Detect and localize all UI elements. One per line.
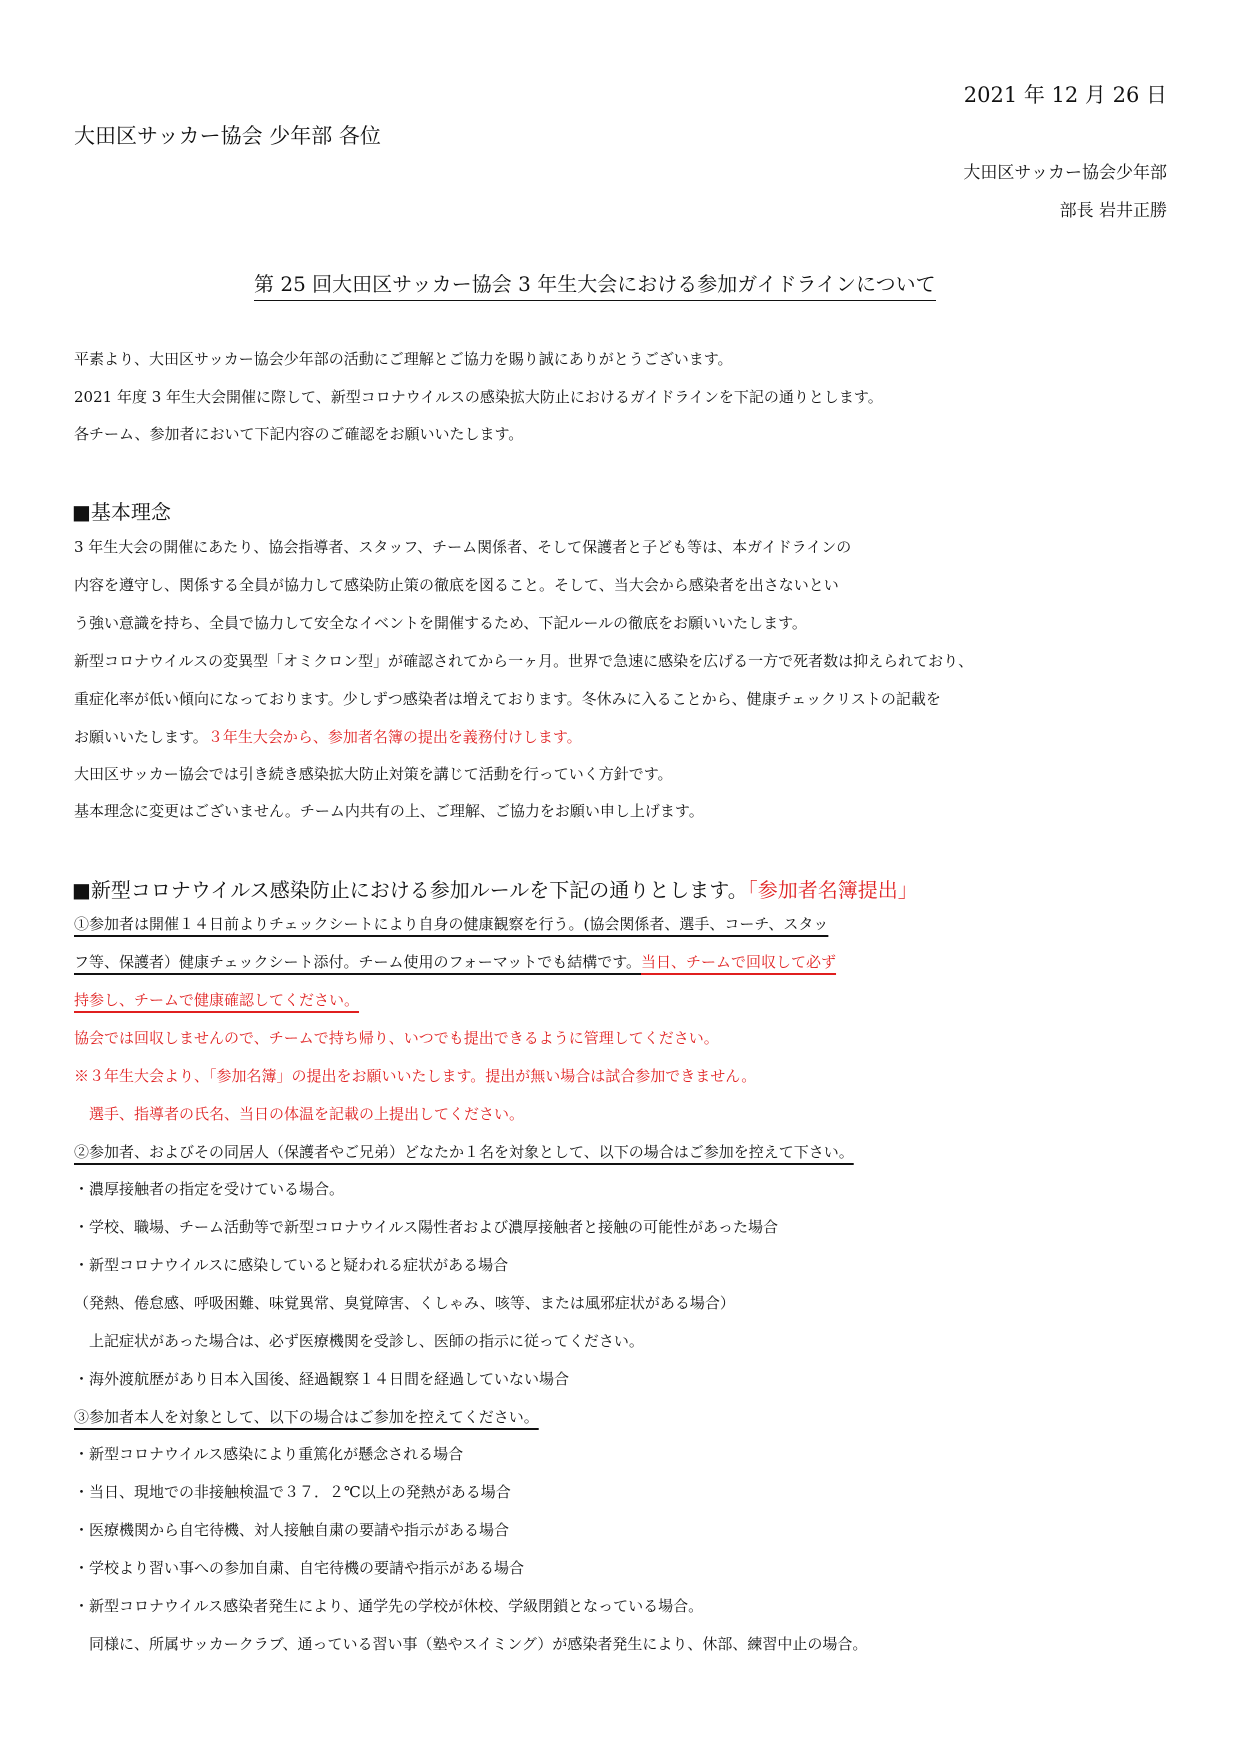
- rule-1-line-mixed: [74, 951, 836, 972]
- rule-1-text: フ等、保護者）健康チェックシート添付。チーム使用のフォーマットでも結構です。: [74, 953, 642, 971]
- addressee: 大田区サッカー協会 少年部 各位: [74, 124, 381, 148]
- rule-3-heading: ③参加者本人を対象として、以下の場合はご参加を控えてください。: [74, 1408, 539, 1426]
- rule-1-line: ①参加者は開催１４日前よりチェックシートにより自身の健康観察を行う。(協会関係者、選手、コーチ、スタッ: [74, 915, 829, 933]
- sender-organization: 大田区サッカー協会少年部: [963, 163, 1167, 183]
- section-heading-principles: ■基本理念: [72, 500, 171, 524]
- rule-3-item: ・当日、現地での非接触検温で３７．２℃以上の発熱がある場合: [74, 1483, 511, 1501]
- rule-3-item: ・医療機関から自宅待機、対人接触自粛の要請や指示がある場合: [74, 1521, 510, 1539]
- rule-2-item: ・学校、職場、チーム活動等で新型コロナウイルス陽性者および濃厚接触者と接触の可能性があった場合: [74, 1218, 778, 1236]
- principles-line: 内容を遵守し、関係する全員が協力して感染防止策の徹底を図ること。そして、当大会から感染者を出さないとい: [74, 576, 839, 594]
- sender-director: 部長 岩井正勝: [1059, 201, 1167, 221]
- intro-line: 2021 年度 3 年生大会開催に際して、新型コロナウイルスの感染拡大防止におけるガイドラインを下記の通りとします。: [74, 388, 883, 406]
- section-heading-rules: [72, 874, 918, 903]
- rule-3-item: ・学校より習い事への参加自粛、自宅待機の要請や指示がある場合: [74, 1559, 525, 1577]
- roster-requirement-notice: ３年生大会から、参加者名簿の提出を義務付けします。: [207, 728, 582, 746]
- red-note: 選手、指導者の氏名、当日の体温を記載の上提出してください。: [74, 1105, 525, 1123]
- rule-1-highlight: 当日、チームで回収して必ず: [641, 953, 837, 971]
- intro-line: 平素より、大田区サッカー協会少年部の活動にご理解とご協力を賜り誠にありがとうございます。: [74, 350, 733, 368]
- rule-2-item: 上記症状があった場合は、必ず医療機関を受診し、医師の指示に従ってください。: [74, 1332, 644, 1350]
- principles-line-mixed: [74, 726, 582, 747]
- principles-text: お願いいたします。: [74, 728, 208, 746]
- rule-3-item: 同様に、所属サッカークラブ、通っている習い事（塾やスイミング）が感染者発生により、休部、練習中止の場合。: [74, 1635, 868, 1653]
- principles-line: 新型コロナウイルスの変異型「オミクロン型」が確認されてから一ヶ月。世界で急速に感染を広げる一方で死者数は抑えられており、: [74, 652, 974, 670]
- principles-line: 重症化率が低い傾向になっております。少しずつ感染者は増えております。冬休みに入ることから、健康チェックリストの記載を: [74, 690, 941, 708]
- red-note: ※３年生大会より、「参加名簿」の提出をお願いいたします。提出が無い場合は試合参加できません。: [74, 1067, 757, 1085]
- red-note: 協会では回収しませんので、チームで持ち帰り、いつでも提出できるように管理してください。: [74, 1029, 719, 1047]
- intro-line: 各チーム、参加者において下記内容のご確認をお願いいたします。: [74, 425, 524, 443]
- document-title: 第 25 回大田区サッカー協会 3 年生大会における参加ガイドラインについて: [254, 268, 936, 301]
- rule-2-item: ・濃厚接触者の指定を受けている場合。: [74, 1180, 345, 1198]
- rules-heading-text: ■新型コロナウイルス感染防止における参加ルールを下記の通りとします。: [72, 878, 748, 902]
- rules-heading-highlight: 「参加者名簿提出」: [747, 878, 918, 902]
- rule-2-heading: ②参加者、およびその同居人（保護者やご兄弟）どなたか１名を対象として、以下の場合はご参加を控えて下さい。: [74, 1143, 854, 1161]
- document-date: 2021 年 12 月 26 日: [963, 83, 1167, 107]
- principles-line: 3 年生大会の開催にあたり、協会指導者、スタッフ、チーム関係者、そして保護者と子ども等は、本ガイドラインの: [74, 538, 852, 556]
- rule-2-item: ・新型コロナウイルスに感染していると疑われる症状がある場合: [74, 1256, 509, 1274]
- rule-2-item: （発熱、倦怠感、呼吸困難、味覚異常、臭覚障害、くしゃみ、咳等、または風邪症状がある場合）: [74, 1294, 735, 1312]
- rule-3-item: ・新型コロナウイルス感染者発生により、通学先の学校が休校、学級閉鎖となっている場合。: [74, 1597, 704, 1615]
- principles-line: う強い意識を持ち、全員で協力して安全なイベントを開催するため、下記ルールの徹底をお願いいたします。: [74, 614, 807, 632]
- principles-line: 基本理念に変更はございません。チーム内共有の上、ご理解、ご協力をお願い申し上げます。: [74, 802, 704, 820]
- rule-2-item: ・海外渡航歴があり日本入国後、経過観察１４日間を経過していない場合: [74, 1370, 570, 1388]
- principles-line: 大田区サッカー協会では引き続き感染拡大防止対策を講じて活動を行っていく方針です。: [74, 765, 673, 783]
- rule-3-item: ・新型コロナウイルス感染により重篤化が懸念される場合: [74, 1445, 464, 1463]
- rule-1-highlight-line: 持参し、チームで健康確認してください。: [74, 991, 360, 1009]
